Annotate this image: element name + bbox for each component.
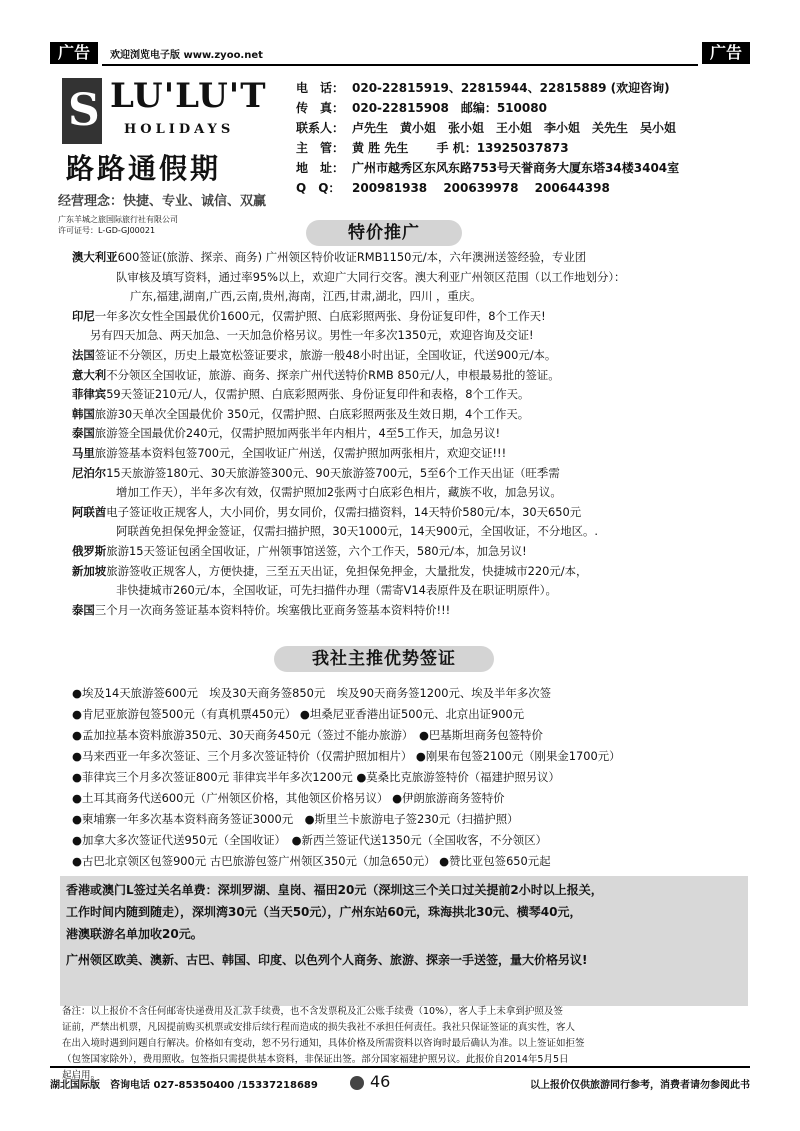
promo-country: 澳大利亚 bbox=[72, 250, 118, 264]
promo-list bbox=[72, 248, 750, 620]
main-visa-title: 我社主推优势签证 bbox=[274, 646, 494, 672]
visa-row: ●土耳其商务代送600元（广州领区价格，其他领区价格另议） ●伊朗旅游商务签特价 bbox=[72, 791, 505, 805]
ad-page bbox=[50, 40, 750, 1105]
promo-line bbox=[72, 385, 750, 405]
promo-text: 电子签证收正规客人，大小同价，男女同价，仅需扫描资料，14天特价580元/本，30天650元 bbox=[106, 504, 582, 519]
contact-row bbox=[296, 138, 750, 158]
hk-macau-line: 香港或澳门L签过关名单费：深圳罗湖、皇岗、福田20元（深圳这三个关口过关提前2小时以上报关， bbox=[66, 883, 603, 897]
promo-country: 韩国 bbox=[72, 406, 95, 421]
contact-value: 卢先生 黄小姐 张小姐 王小姐 李小姐 关先生 吴小姐 bbox=[352, 121, 677, 135]
contact-label: 传 真： bbox=[296, 101, 345, 115]
contact-row bbox=[296, 78, 750, 98]
visa-row: ●孟加拉基本资料旅游350元、30天商务450元（签过不能办旅游） ●巴基斯坦商务包签特价 bbox=[72, 728, 543, 742]
ad-tag-left: 广告 bbox=[50, 42, 98, 64]
promo-text: 一年多次女性全国最优价1600元，仅需护照、白底彩照两张、身份证复印件，8个工作天! bbox=[94, 308, 546, 323]
header-bar bbox=[50, 40, 750, 66]
logo-mark-letter: S bbox=[68, 85, 100, 136]
promo-text: 另有四天加急、两天加急、一天加急价格另议。男性一年多次1350元，欢迎咨询及交证! bbox=[90, 328, 534, 343]
contact-row bbox=[296, 118, 750, 138]
contact-row bbox=[296, 178, 750, 198]
footer-right: 以上报价仅供旅游同行参考，消费者请勿参阅此书 bbox=[530, 1080, 750, 1091]
promo-text: 旅游30天单次全国最优价 350元，仅需护照、白底彩照两张及生效日期，4个工作天。 bbox=[94, 406, 530, 421]
promo-line bbox=[72, 307, 750, 327]
visa-row: ●加拿大多次签证代送950元（全国收证） ●新西兰签证代送1350元（全国收客，不分领区） bbox=[72, 833, 547, 847]
promo-text: 旅游签全国最优价240元，仅需护照加两张半年内相片，4至5工作天，加急另议! bbox=[94, 426, 501, 441]
promo-text: 15天旅游签180元、30天旅游签300元、90天旅游签700元，5至6个工作天出证（旺季需 bbox=[106, 465, 560, 480]
promo-text: 旅游15天签证包函全国收证，广州领事馆送签，六个工作天，580元/本，加急另议! bbox=[106, 543, 527, 558]
promo-text: 三个月一次商务签证基本资料特价。埃塞俄比亚商务签基本资料特价!!! bbox=[94, 602, 451, 617]
promo-country: 菲律宾 bbox=[72, 387, 107, 402]
promo-country: 尼泊尔 bbox=[72, 465, 107, 480]
visa-row: ●柬埔寨一年多次基本资料商务签证3000元 ●斯里兰卡旅游电子签230元（扫描护照） bbox=[72, 812, 519, 826]
hk-macau-line: 广州领区欧美、澳新、古巴、韩国、印度、以色列个人商务、旅游、探亲一手送签，量大价格另议! bbox=[66, 953, 588, 967]
promo-text: 增加工作天），半年多次有效，仅需护照加2张两寸白底彩色相片，藏族不收，加急另议。 bbox=[116, 485, 562, 500]
note-line: 证前，严禁出机票，凡因提前购买机票或安排后续行程而造成的损失我社不承担任何责任。我社只保证签证的真实性，客人 bbox=[62, 1022, 576, 1033]
contact-value: 020-22815908 邮编：510080 bbox=[352, 101, 547, 115]
hk-macau-box bbox=[60, 876, 748, 1006]
contact-row bbox=[296, 98, 750, 118]
promo-country: 法国 bbox=[72, 347, 95, 362]
promo-text: 旅游签基本资料包签700元，全国收证广州送，仅需护照加两张相片，欢迎交证!!! bbox=[94, 445, 507, 460]
ad-tag-right: 广告 bbox=[702, 42, 750, 64]
promo-line bbox=[72, 268, 750, 288]
promo-country: 泰国 bbox=[72, 426, 95, 441]
promo-country: 印尼 bbox=[72, 308, 95, 323]
logo-mark-icon bbox=[62, 78, 102, 144]
note-line: 在出入境时遇到问题自行解决。价格如有变动，恕不另行通知，具体价格及所需资料以咨询时最后确认为准。以上签证如拒签 bbox=[62, 1038, 585, 1049]
logo-box bbox=[58, 72, 267, 154]
promo-line bbox=[72, 424, 750, 444]
promo-text: 非快捷城市260元/本，全国收证，可先扫描件办理（需寄V14表原件及在职证明原件）。 bbox=[116, 583, 557, 598]
promo-text: 阿联酋免担保免押金签证，仅需扫描护照，30天1000元，14天900元，全国收证，不分地区。. bbox=[116, 524, 599, 539]
page-badge-icon bbox=[350, 1076, 364, 1090]
promo-line bbox=[72, 581, 750, 601]
promo-line bbox=[72, 542, 750, 562]
promo-text: 600签证(旅游、探亲、商务) 广州领区特价收证RMB1150元/本，六年澳洲送签经验，专业团 bbox=[117, 250, 587, 264]
promo-text: 旅游签收正规客人，方便快捷，三至五天出证，免担保免押金，大量批发，快捷城市220元/本， bbox=[106, 563, 588, 578]
footer bbox=[50, 1066, 750, 1098]
header-rule bbox=[102, 64, 698, 66]
contact-row bbox=[296, 158, 750, 178]
logo-chinese-name: 路路通假期 bbox=[66, 152, 222, 185]
contact-block bbox=[296, 78, 750, 198]
contact-label: Q Q： bbox=[296, 181, 341, 195]
business-philosophy: 经营理念：快捷、专业、诚信、双赢 bbox=[58, 194, 267, 209]
promo-country: 马里 bbox=[72, 445, 95, 460]
promo-text: 不分领区全国收证，旅游、商务、探亲广州代送特价RMB 850元/人，申根最易批的签证。 bbox=[106, 367, 560, 382]
promo-line bbox=[72, 248, 750, 268]
promo-country: 泰国 bbox=[72, 602, 95, 617]
contact-label: 地 址： bbox=[296, 161, 345, 175]
main-visa-list bbox=[72, 683, 750, 872]
note-line: 备注：以上报价不含任何邮寄快递费用及汇款手续费，也不含发票税及汇公账手续费（10%），客人手上未拿到护照及签 bbox=[62, 1006, 563, 1017]
contact-value: 020-22815919、22815944、22815889 (欢迎咨询) bbox=[352, 81, 670, 95]
promo-line bbox=[72, 405, 750, 425]
promo-text: 签证不分领区，历史上最宽松签证要求，旅游一般48小时出证，全国收证，代送900元/本。 bbox=[94, 347, 557, 362]
promo-line bbox=[72, 326, 750, 346]
promo-line bbox=[72, 366, 750, 386]
visa-row: ●埃及14天旅游签600元 埃及30天商务签850元 埃及90天商务签1200元、埃及半年多次签 bbox=[72, 686, 552, 700]
brand-logo bbox=[58, 72, 267, 262]
visa-row: ●马来西亚一年多次签证、三个月多次签证特价（仅需护照加相片） ●刚果布包签2100元（刚果金1700元） bbox=[72, 749, 621, 763]
promo-line bbox=[72, 464, 750, 484]
note-line: 起启用。 bbox=[62, 1070, 101, 1081]
page-number-text: 46 bbox=[370, 1072, 391, 1091]
visa-row: ●古巴北京领区包签900元 古巴旅游包签广州领区350元（加急650元） ●赞比亚包签650元起 bbox=[72, 854, 551, 868]
promo-text: 队审核及填写资料，通过率95%以上，欢迎广大同行交客。澳大利亚广州领区范围（以工作地划分）： bbox=[116, 269, 626, 284]
logo-sub: HOLIDAYS bbox=[124, 122, 235, 137]
promo-line bbox=[72, 444, 750, 464]
note-line: （包签国家除外），费用照收。包签指只需提供基本资料，非保证出签。部分国家福建护照另议。此报价自2014年5月5日 bbox=[62, 1054, 569, 1065]
promo-line bbox=[72, 287, 750, 307]
visa-row: ●肯尼亚旅游包签500元（有真机票450元） ●坦桑尼亚香港出证500元、北京出证900元 bbox=[72, 707, 525, 721]
contact-value: 广州市越秀区东风东路753号天誉商务大厦东塔34楼3404室 bbox=[352, 161, 680, 175]
contact-label: 联系人： bbox=[296, 121, 345, 135]
company-info bbox=[58, 214, 178, 236]
contact-label: 主 管： bbox=[296, 141, 345, 155]
logo-name: LU'LU'T bbox=[110, 76, 267, 116]
contact-label: 电 话： bbox=[296, 81, 345, 95]
promo-line bbox=[72, 562, 750, 582]
promo-country: 新加坡 bbox=[72, 563, 107, 578]
company-name: 广东羊城之旅国际旅行社有限公司 bbox=[58, 215, 178, 224]
promo-line bbox=[72, 483, 750, 503]
promo-country: 意大利 bbox=[72, 367, 107, 382]
visa-row: ●菲律宾三个月多次签证800元 菲律宾半年多次1200元 ●莫桑比克旅游签特价（福建护照另议） bbox=[72, 770, 560, 784]
promo-country: 俄罗斯 bbox=[72, 543, 107, 558]
promo-title: 特价推广 bbox=[306, 220, 462, 246]
promo-line bbox=[72, 522, 750, 542]
promo-line bbox=[72, 503, 750, 523]
hk-macau-line: 港澳联游名单加收20元。 bbox=[66, 927, 203, 941]
hk-macau-line: 工作时间内随到随走），深圳湾30元（当天50元），广州东站60元，珠海拱北30元、横琴40元， bbox=[66, 905, 582, 919]
site-text: 欢迎浏览电子版 www.zyoo.net bbox=[110, 50, 263, 61]
promo-country: 阿联酋 bbox=[72, 504, 107, 519]
license-number: 许可证号：L-GD-GJ00021 bbox=[58, 226, 156, 235]
footer-left: 湖北国际版 咨询电话 027-85350400 /15337218689 bbox=[50, 1080, 318, 1091]
promo-line bbox=[72, 601, 750, 621]
contact-value: 200981938 200639978 200644398 bbox=[352, 181, 610, 195]
promo-line bbox=[72, 346, 750, 366]
page-number bbox=[350, 1072, 390, 1091]
contact-value: 黄 胜 先生 手 机：13925037873 bbox=[352, 141, 569, 155]
promo-text: 广东,福建,湖南,广西,云南,贵州,海南，江西,甘肃,湖北，四川 ，重庆。 bbox=[130, 289, 482, 304]
promo-text: 59天签证210元/人，仅需护照、白底彩照两张、身份证复印件和表格，8个工作天。 bbox=[106, 387, 530, 402]
